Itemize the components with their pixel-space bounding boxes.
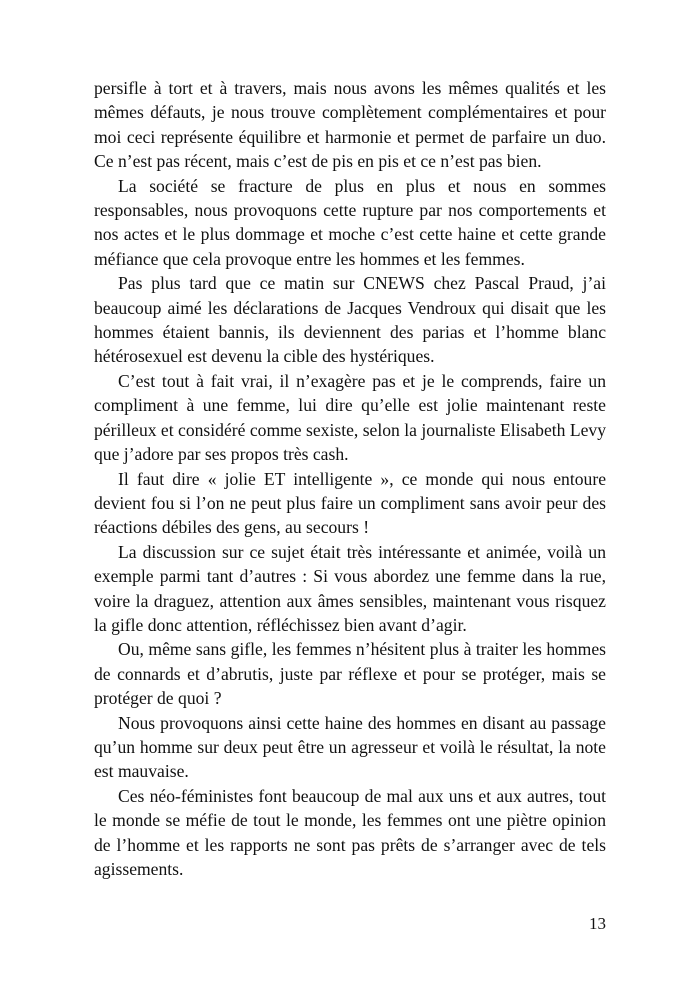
- paragraph: Ces néo-féministes font beaucoup de mal aux uns et aux autres, tout le monde se méfie de tout le monde, les femmes ont une piètre opinion de l’homme et les rapports ne sont pas prêts de s’arranger avec de tels agissements.: [94, 785, 606, 879]
- paragraph: La société se fracture de plus en plus et nous en sommes responsables, nous provoquons cette rupture par nos comportements et nos actes et le plus dommage et moche c’est cette haine et cette grande méfiance que cela provoque entre les hommes et les femmes.: [94, 175, 606, 269]
- paragraph: Ou, même sans gifle, les femmes n’hésitent plus à traiter les hommes de connards et d’abrutis, juste par réflexe et pour se protéger, mais se protéger de quoi ?: [94, 639, 606, 709]
- paragraph: Nous provoquons ainsi cette haine des hommes en disant au passage qu’un homme sur deux peut être un agresseur et voilà le résultat, la note est mauvaise.: [94, 712, 606, 782]
- page-number: 13: [589, 914, 606, 933]
- paragraph: La discussion sur ce sujet était très intéressante et animée, voilà un exemple parmi tant d’autres : Si vous abordez une femme dans la rue, voire la draguez, attention aux âmes sensibles, maintenant vous risquez la gifle donc attention, réfléchissez bien avant d’agir.: [94, 541, 606, 635]
- paragraph: Pas plus tard que ce matin sur CNEWS chez Pascal Praud, j’ai beaucoup aimé les déclarations de Jacques Vendroux qui disait que les hommes étaient bannis, ils deviennent des parias et l’homme blanc hétérosexuel est devenu la cible des hystériques.: [94, 273, 606, 367]
- body-text: [94, 76, 606, 881]
- paragraph: persifle à tort et à travers, mais nous avons les mêmes qualités et les mêmes défauts, je nous trouve complètement complémentaires et pour moi ceci représente équilibre et harmonie et permet de parfaire un duo. Ce n’est pas récent, mais c’est de pis en pis et ce n’est pas bien.: [94, 78, 606, 172]
- paragraph: C’est tout à fait vrai, il n’exagère pas et je le comprends, faire un compliment à une femme, lui dire qu’elle est jolie maintenant reste périlleux et considéré comme sexiste, selon la journaliste Elisabeth Levy que j’adore par ses propos très cash.: [94, 370, 607, 465]
- paragraph: Il faut dire « jolie ET intelligente », ce monde qui nous entoure devient fou si l’on ne peut plus faire un compliment sans avoir peur des réactions débiles des gens, au secours !: [94, 468, 606, 538]
